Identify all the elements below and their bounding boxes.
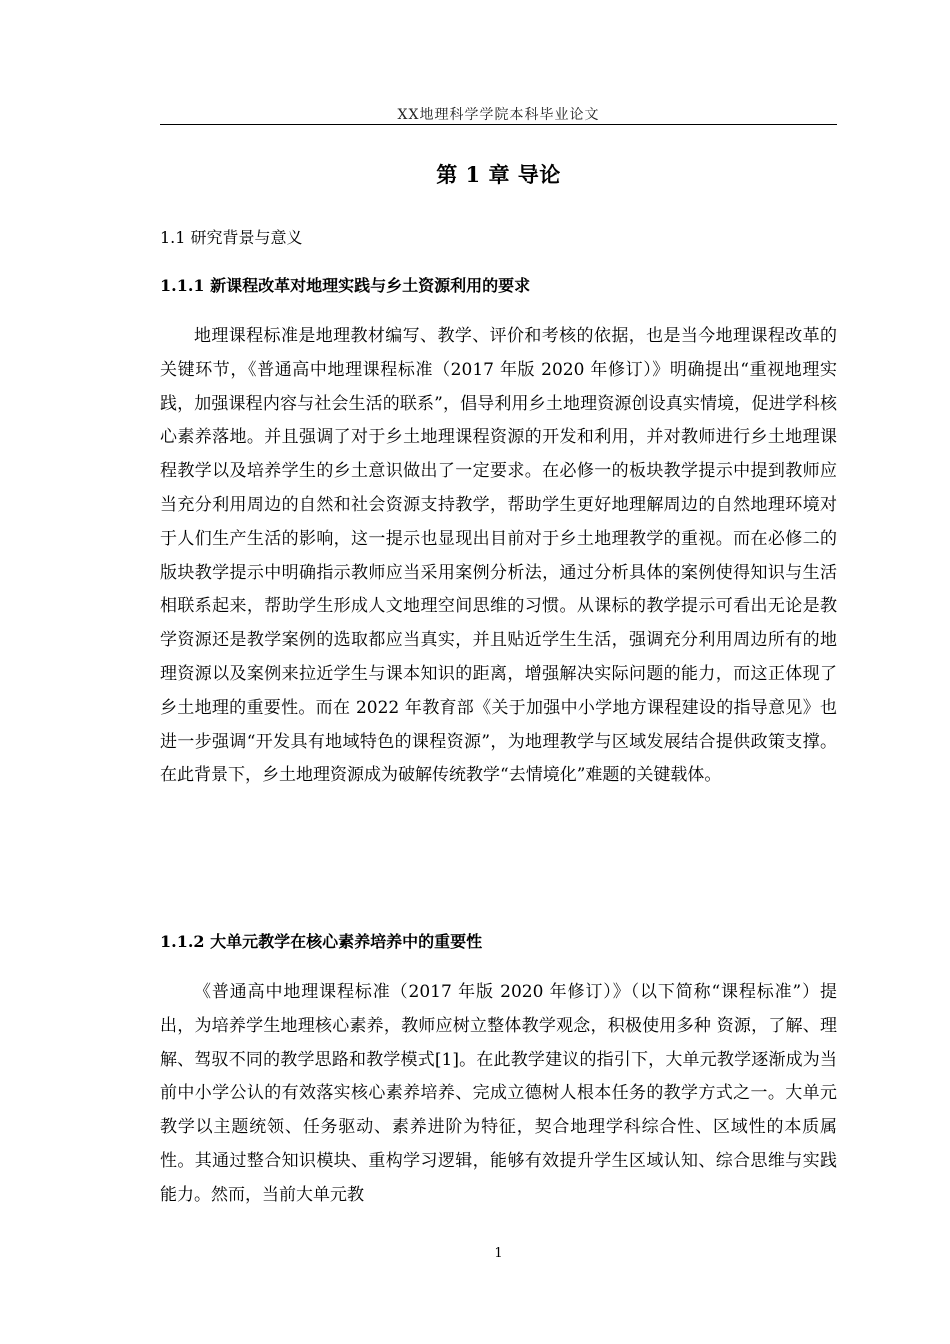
page-number: 1 (494, 1246, 503, 1261)
body-paragraph: 《普通高中地理课程标准（2017 年版 2020 年修订）》（以下简称“课程标准”）提出，为培养学生地理核心素养，教师应树立整体教学观念，积极使用多种 资源，了解、理解、驾驭不同的教学思路和教学模式[1]。在此教学建议的指引下，大单元教学逐渐成为当前中小学公认的有效落实核心素养培养、完成立德树人根本任务的教学方式之一。大单元教学以主题统领、任务驱动、素养进阶为特征，契合地理学科综合性、区域性的本质属性。其通过整合知识模块、重构学习逻辑，能够有效提升学生区域认知、综合思维与实践能力。然而，当前大单元教 (160, 982, 837, 1205)
body-paragraph: 地理课程标准是地理教材编写、教学、评价和考核的依据，也是当今地理课程改革的关键环节，《普通高中地理课程标准（2017 年版 2020 年修订）》明确提出“重视地理实践，加强课程内容与社会生活的联系”，倡导利用乡土地理资源创设真实情境，促进学科核心素养落地。并且强调了对于乡土地理课程资源的开发和利用，并对教师进行乡土地理课程教学以及培养学生的乡土意识做出了一定要求。在必修一的板块教学提示中提到教师应当充分利用周边的自然和社会资源支持教学，帮助学生更好地理解周边的自然地理环境对于人们生产生活的影响，这一提示也显现出目前对于乡土地理教学的重视。而在必修二的版块教学提示中明确指示教师应当采用案例分析法，通过分析具体的案例使得知识与生活相联系起来，帮助学生形成人文地理空间思维的习惯。从课标的教学提示可看出无论是教学资源还是教学案例的选取都应当真实，并且贴近学生生活，强调充分利用周边所有的地理资源以及案例来拉近学生与课本知识的距离，增强解决实际问题的能力，而这正体现了乡土地理的重要性。而在 2022 年教育部《关于加强中小学地方课程建设的指导意见》也进一步强调“开发具有地域特色的课程资源”，为地理教学与区域发展结合提供政策支撑。在此背景下，乡土地理资源成为破解传统教学“去情境化”难题的关键载体。 (160, 326, 837, 786)
running-header: XX地理科学学院本科毕业论文 (397, 107, 600, 123)
subsection-heading-1-1-2: 1.1.2 大单元教学在核心素养培养中的重要性 (160, 932, 483, 951)
header-rule (160, 124, 837, 125)
section-heading: 1.1 研究背景与意义 (160, 228, 303, 247)
chapter-title: 第 1 章 导论 (436, 162, 561, 187)
subsection-heading-1-1-1: 1.1.1 新课程改革对地理实践与乡土资源利用的要求 (160, 276, 531, 295)
